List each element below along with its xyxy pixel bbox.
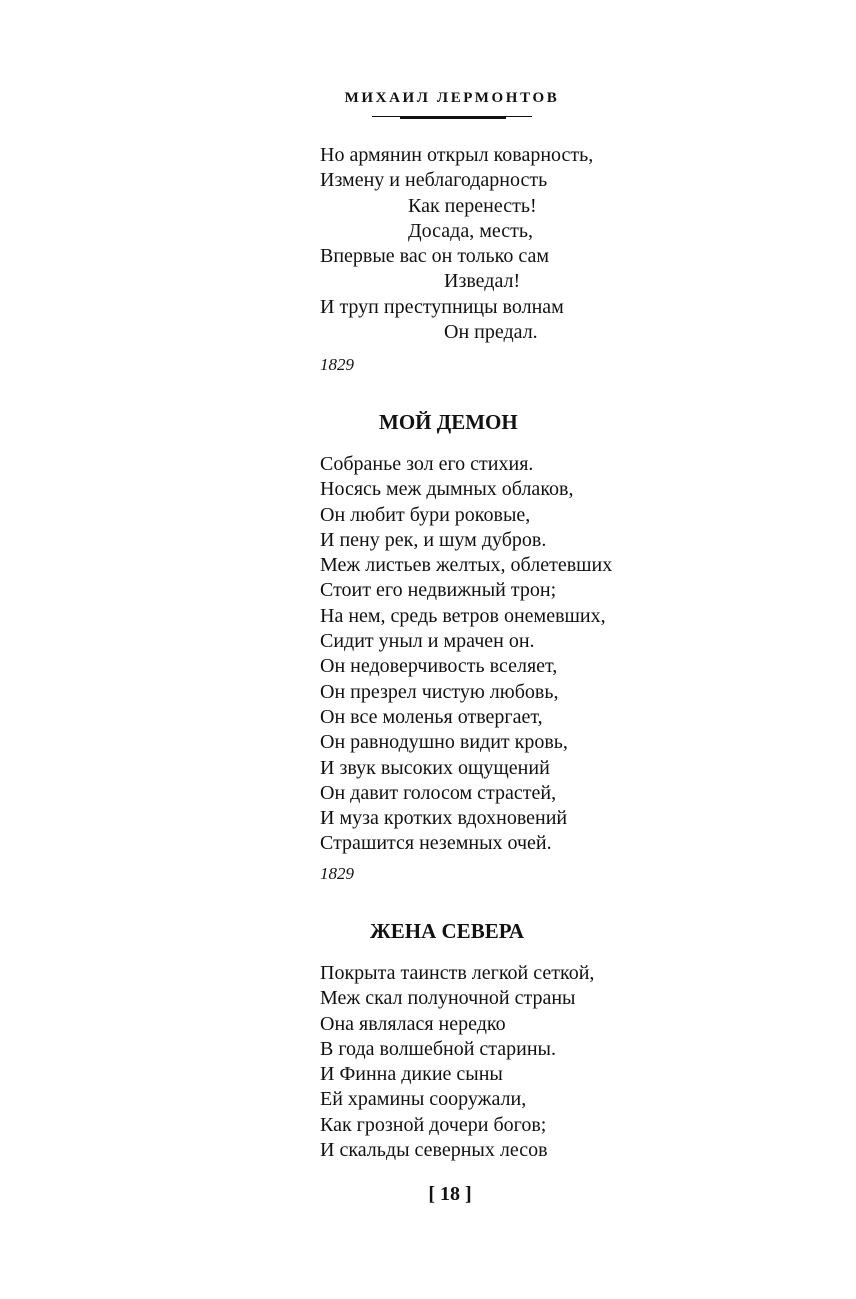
poem-line: Как грозной дочери богов; [320,1113,547,1136]
poem-line: Меж скал полуночной страны [320,987,576,1010]
poem-line: И звук высоких ощущений [320,756,550,779]
poem-line: Он презрел чистую любовь, [320,680,559,703]
poem-line: И труп преступницы волнам [320,295,564,318]
poem-north-text [320,961,594,1163]
poem-date: 1829 [320,864,354,883]
poem-line: Собранье зол его стихия. [320,453,534,475]
poem-end-stanza [320,143,593,345]
poem-line: Как перенесть! [408,194,537,217]
poem-line: Она являлася нередко [320,1012,506,1035]
poem-line: На нем, средь ветров онемевших, [320,604,606,627]
poem-line: Изведал! [444,270,521,293]
poem-line: И пену рек, и шум дубров. [320,528,547,551]
poem-line: Измену и неблагодарность [320,169,548,192]
poem-line: Носясь меж дымных облаков, [320,478,574,501]
header-rule-accent [400,116,506,119]
poem-line: Страшится неземных очей. [320,832,552,855]
poem-line: Он любит бури роковые, [320,503,531,526]
poem-line: Впервые вас он только сам [320,245,549,268]
poem-title-demon: МОЙ ДЕМОН [379,410,518,434]
poem-line: Сидит уныл и мрачен он. [320,630,535,653]
poem-title-north: ЖЕНА СЕВЕРА [370,919,525,943]
poem-line: Досада, месть, [408,219,533,242]
poem-line: И муза кротких вдохновений [320,807,568,830]
poem-line: И Финна дикие сыны [320,1063,503,1086]
poem-line: Стоит его недвижный трон; [320,579,557,602]
poem-line: Покрыта таинств легкой сеткой, [320,962,595,984]
poem-line: Он давит голосом страстей, [320,781,557,804]
poem-line: Но армянин открыл коварность, [320,144,594,166]
poem-date: 1829 [320,355,354,374]
poem-demon-text [320,452,612,857]
poem-line: Он недоверчивость вселяет, [320,655,558,678]
poem-line: Он все моленья отвергает, [320,705,543,728]
poem-line: В года волшебной старины. [320,1037,556,1060]
poem-line: Ей храмины сооружали, [320,1088,527,1111]
poem-line: Он равнодушно видит кровь, [320,731,568,754]
poem-line: И скальды северных лесов [320,1139,548,1162]
running-head-author: МИХАИЛ ЛЕРМОНТОВ [344,90,560,106]
poem-line: Он предал. [444,321,538,344]
page-number: [ 18 ] [428,1183,472,1205]
poem-line: Меж листьев желтых, облетевших [320,554,613,577]
